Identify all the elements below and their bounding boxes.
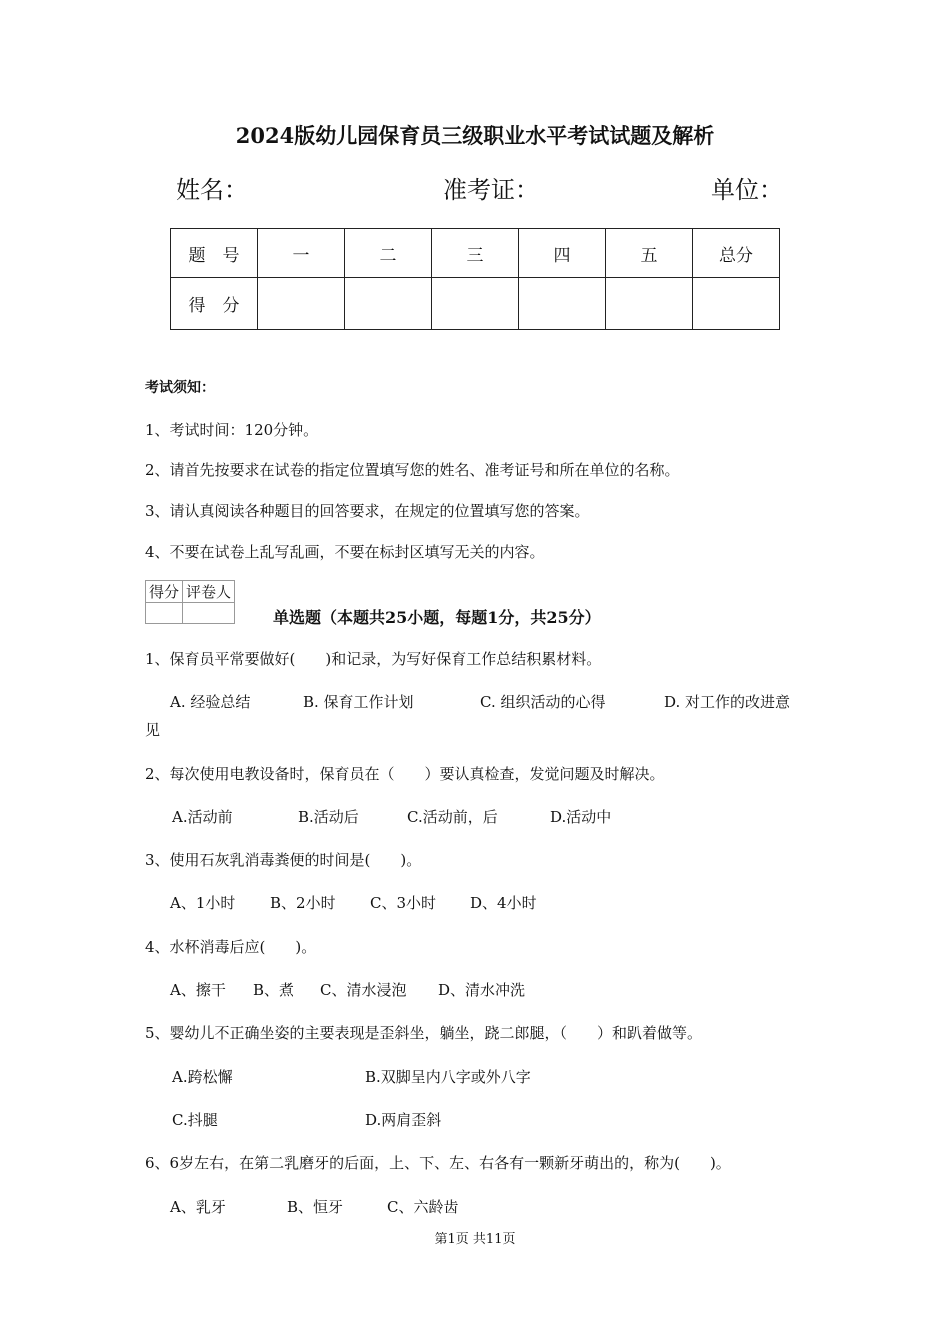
question-stem-6: 6、6岁左右，在第二乳磨牙的后面，上、下、左、右各有一颗新牙萌出的，称为( )。 bbox=[145, 1154, 731, 1172]
name-field-label: 姓名： bbox=[176, 176, 248, 204]
option-6c: C、六龄齿 bbox=[387, 1198, 459, 1216]
option-3d: D、4小时 bbox=[470, 894, 537, 912]
option-5a: A.跨松懈 bbox=[172, 1068, 233, 1086]
option-4c: C、清水浸泡 bbox=[320, 981, 407, 999]
grader-name-cell[interactable] bbox=[183, 603, 235, 624]
score-row-label: 得 分 bbox=[171, 278, 258, 330]
grader-score-cell[interactable] bbox=[146, 603, 183, 624]
document-title: 2024版幼儿园保育员三级职业水平考试试题及解析 bbox=[235, 123, 715, 148]
section-title: 单选题（本题共25小题，每题1分，共25分） bbox=[273, 608, 601, 627]
score-header-cell: 总分 bbox=[693, 229, 780, 278]
notice-item: 4、不要在试卷上乱写乱画，不要在标封区填写无关的内容。 bbox=[145, 543, 545, 561]
option-5b: B.双脚呈内八字或外八字 bbox=[365, 1068, 531, 1086]
score-table bbox=[170, 228, 780, 330]
score-header-cell: 五 bbox=[606, 229, 693, 278]
grader-box bbox=[145, 580, 235, 624]
option-4a: A、擦干 bbox=[170, 981, 226, 999]
score-header-cell: 一 bbox=[258, 229, 345, 278]
option-2d: D.活动中 bbox=[550, 808, 612, 826]
question-stem-2: 2、每次使用电教设备时，保育员在（ ）要认真检查，发觉问题及时解决。 bbox=[145, 765, 665, 783]
score-entry-cell[interactable] bbox=[519, 278, 606, 330]
option-6a: A、乳牙 bbox=[170, 1198, 226, 1216]
grader-score-label: 得分 bbox=[146, 581, 183, 603]
option-4d: D、清水冲洗 bbox=[438, 981, 526, 999]
question-stem-5: 5、婴幼儿不正确坐姿的主要表现是歪斜坐，躺坐，跷二郎腿，（ ）和趴着做等。 bbox=[145, 1024, 703, 1042]
score-entry-cell[interactable] bbox=[693, 278, 780, 330]
page-number-footer: 第1页 共11页 bbox=[434, 1232, 516, 1247]
score-table-score-row bbox=[171, 278, 780, 330]
notice-heading: 考试须知： bbox=[145, 380, 215, 396]
notice-item: 3、请认真阅读各种题目的回答要求，在规定的位置填写您的答案。 bbox=[145, 502, 590, 520]
grader-name-label: 评卷人 bbox=[183, 581, 235, 603]
option-1d-wrap: 见 bbox=[145, 721, 161, 739]
option-3c: C、3小时 bbox=[370, 894, 437, 912]
score-header-cell: 二 bbox=[345, 229, 432, 278]
option-2b: B.活动后 bbox=[298, 808, 359, 826]
option-1b: B. 保育工作计划 bbox=[303, 693, 414, 711]
option-6b: B、恒牙 bbox=[287, 1198, 344, 1216]
option-5d: D.两肩歪斜 bbox=[365, 1111, 442, 1129]
score-entry-cell[interactable] bbox=[345, 278, 432, 330]
score-entry-cell[interactable] bbox=[258, 278, 345, 330]
question-stem-4: 4、水杯消毒后应( )。 bbox=[145, 938, 317, 956]
score-table-header-row bbox=[171, 229, 780, 278]
option-1a: A. 经验总结 bbox=[170, 693, 251, 711]
option-1c: C. 组织活动的心得 bbox=[480, 693, 606, 711]
unit-field-label: 单位： bbox=[711, 176, 783, 204]
score-entry-cell[interactable] bbox=[606, 278, 693, 330]
exam-id-field-label: 准考证： bbox=[443, 176, 539, 204]
option-3b: B、2小时 bbox=[270, 894, 336, 912]
score-header-cell: 三 bbox=[432, 229, 519, 278]
notice-item: 2、请首先按要求在试卷的指定位置填写您的姓名、准考证号和所在单位的名称。 bbox=[145, 461, 680, 479]
score-entry-cell[interactable] bbox=[432, 278, 519, 330]
notice-item: 1、考试时间：120分钟。 bbox=[145, 421, 319, 439]
option-4b: B、煮 bbox=[253, 981, 295, 999]
question-stem-1: 1、保育员平常要做好( )和记录，为写好保育工作总结积累材料。 bbox=[145, 650, 602, 668]
option-1d: D. 对工作的改进意 bbox=[664, 693, 791, 711]
score-header-cell: 题 号 bbox=[171, 229, 258, 278]
option-5c: C.抖腿 bbox=[172, 1111, 218, 1129]
option-2a: A.活动前 bbox=[172, 808, 233, 826]
option-3a: A、1小时 bbox=[170, 894, 236, 912]
question-stem-3: 3、使用石灰乳消毒粪便的时间是( )。 bbox=[145, 851, 422, 869]
option-2c: C.活动前，后 bbox=[407, 808, 498, 826]
score-header-cell: 四 bbox=[519, 229, 606, 278]
